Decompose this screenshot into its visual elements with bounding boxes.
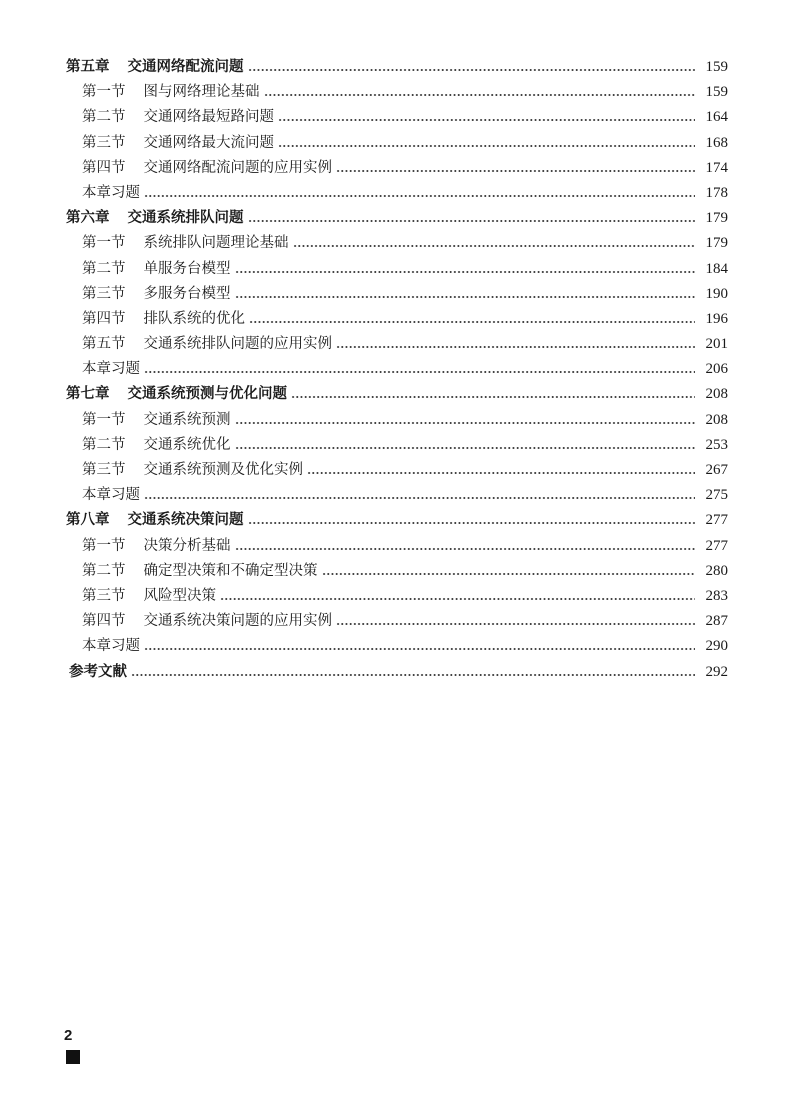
toc-entry-title: 交通系统预测及优化实例 <box>143 462 303 478</box>
toc-entry-section <box>0 282 790 307</box>
dot-leader <box>144 497 695 499</box>
toc-entry-label <box>82 357 140 382</box>
dot-leader <box>220 598 695 600</box>
toc-entry-title: 风险型决策 <box>143 587 216 604</box>
toc-entry-title: 本章习题 <box>82 361 140 378</box>
toc-entry-chapter <box>0 55 790 80</box>
toc-entry-label <box>82 483 140 508</box>
toc-entry-number: 第四节 <box>82 310 126 327</box>
toc-entry-number: 第二节 <box>82 562 126 579</box>
toc-entry-page: 184 <box>705 260 728 277</box>
toc-entry-label <box>82 408 231 433</box>
toc-entry-page: 267 <box>705 462 728 478</box>
toc-entry-title: 本章习题 <box>82 638 140 655</box>
toc-entry-section <box>0 332 790 357</box>
toc-entry-number: 第三节 <box>82 462 126 478</box>
toc-entry-number: 第一节 <box>82 411 126 428</box>
toc-entry-exercise <box>0 357 790 382</box>
toc-entry-page: 253 <box>705 436 728 453</box>
toc-entry-chapter <box>0 206 790 231</box>
dot-leader <box>131 674 695 676</box>
toc-entry-page: 283 <box>705 587 728 604</box>
toc-entry-section <box>0 231 790 256</box>
toc-entry-label <box>82 156 332 181</box>
dot-leader <box>248 220 696 222</box>
toc-entry-label <box>82 609 332 634</box>
toc-entry-label <box>82 634 140 659</box>
toc-entry-section <box>0 433 790 458</box>
toc-entry-title: 交通系统决策问题的应用实例 <box>143 613 332 630</box>
toc-entry-label <box>69 660 127 685</box>
toc-entry-page: 208 <box>705 386 728 403</box>
dot-leader <box>248 522 696 524</box>
toc-entry-title: 交通系统排队问题 <box>127 210 244 227</box>
dot-leader <box>293 245 696 247</box>
page-number: 2 <box>64 1027 73 1044</box>
toc-entry-ref <box>0 660 790 685</box>
toc-entry-title: 交通网络配流问题的应用实例 <box>143 159 332 176</box>
toc-entry-title: 交通系统预测 <box>143 411 231 428</box>
toc-entry-number: 第六章 <box>66 210 110 227</box>
toc-entry-chapter <box>0 382 790 407</box>
toc-entry-page: 159 <box>705 84 728 101</box>
toc-entry-label <box>82 584 216 609</box>
toc-entry-section <box>0 257 790 282</box>
toc-entry-label <box>66 206 244 231</box>
toc-entry-section <box>0 584 790 609</box>
toc-entry-title: 交通系统优化 <box>143 436 231 453</box>
toc-entry-section <box>0 105 790 130</box>
toc-entry-title: 决策分析基础 <box>143 537 231 554</box>
toc-entry-number: 第五节 <box>82 336 126 353</box>
toc-entry-page: 280 <box>705 562 728 579</box>
toc-entry-title: 本章习题 <box>82 487 140 504</box>
toc-entry-page: 179 <box>705 235 728 252</box>
dot-leader <box>235 296 696 298</box>
toc-entry-page: 287 <box>705 613 728 630</box>
toc-entry-title: 排队系统的优化 <box>143 310 245 327</box>
page-marker-square <box>66 1050 80 1064</box>
dot-leader <box>322 573 696 575</box>
toc-entry-page: 277 <box>705 537 728 554</box>
toc-entry-section <box>0 156 790 181</box>
toc-entry-title: 单服务台模型 <box>143 260 231 277</box>
toc-entry-title: 多服务台模型 <box>143 285 231 302</box>
toc-entry-number: 第三节 <box>82 285 126 302</box>
toc-entry-section <box>0 408 790 433</box>
toc-entry-number: 第七章 <box>66 386 110 403</box>
toc-entry-title: 参考文献 <box>69 663 127 680</box>
toc-entry-title: 系统排队问题理论基础 <box>143 235 289 252</box>
toc-entry-page: 168 <box>705 134 728 151</box>
toc-entry-label <box>82 105 274 130</box>
dot-leader <box>144 371 695 373</box>
toc-entry-page: 190 <box>705 285 728 302</box>
toc-entry-section <box>0 307 790 332</box>
toc-entry-section <box>0 131 790 156</box>
toc-entry-page: 208 <box>705 411 728 428</box>
dot-leader <box>235 447 696 449</box>
toc-entry-label <box>82 559 318 584</box>
toc-entry-label <box>66 55 244 80</box>
toc-entry-title: 本章习题 <box>82 184 140 201</box>
toc-entry-exercise <box>0 483 790 508</box>
dot-leader <box>291 396 695 398</box>
toc-entry-title: 交通网络最短路问题 <box>143 109 274 126</box>
dot-leader <box>336 623 695 625</box>
toc-entry-title: 交通网络配流问题 <box>127 59 244 75</box>
toc-entry-label <box>82 307 245 332</box>
toc-entry-number: 第二节 <box>82 260 126 277</box>
table-of-contents <box>0 55 790 685</box>
toc-entry-exercise <box>0 634 790 659</box>
toc-entry-title: 图与网络理论基础 <box>143 84 260 101</box>
toc-entry-number: 第五章 <box>66 59 110 75</box>
toc-entry-page: 174 <box>705 159 728 176</box>
toc-entry-page: 179 <box>705 210 728 227</box>
toc-entry-title: 交通系统预测与优化问题 <box>127 386 287 403</box>
toc-entry-label <box>66 508 244 533</box>
toc-entry-label <box>82 433 231 458</box>
toc-entry-label <box>82 458 303 483</box>
toc-entry-page: 178 <box>705 184 728 201</box>
dot-leader <box>235 422 696 424</box>
toc-entry-section <box>0 609 790 634</box>
dot-leader <box>248 69 696 71</box>
toc-entry-label <box>82 282 231 307</box>
dot-leader <box>336 346 695 348</box>
toc-entry-page: 292 <box>705 663 728 680</box>
dot-leader <box>235 548 696 550</box>
toc-entry-label <box>82 534 231 559</box>
toc-entry-title: 交通系统排队问题的应用实例 <box>143 336 332 353</box>
toc-entry-page: 277 <box>705 512 728 529</box>
toc-entry-number: 第一节 <box>82 235 126 252</box>
toc-entry-number: 第二节 <box>82 436 126 453</box>
toc-entry-label <box>66 382 287 407</box>
toc-entry-page: 290 <box>705 638 728 655</box>
toc-entry-exercise <box>0 181 790 206</box>
toc-entry-section <box>0 559 790 584</box>
toc-entry-title: 交通网络最大流问题 <box>143 134 274 151</box>
toc-entry-title: 交通系统决策问题 <box>127 512 244 529</box>
toc-entry-title: 确定型决策和不确定型决策 <box>143 562 318 579</box>
toc-entry-number: 第八章 <box>66 512 110 529</box>
dot-leader <box>264 94 696 96</box>
toc-entry-chapter <box>0 508 790 533</box>
toc-entry-number: 第四节 <box>82 159 126 176</box>
toc-entry-label <box>82 181 140 206</box>
toc-entry-label <box>82 131 274 156</box>
dot-leader <box>307 472 695 474</box>
toc-entry-number: 第三节 <box>82 134 126 151</box>
toc-entry-number: 第三节 <box>82 587 126 604</box>
dot-leader <box>235 271 696 273</box>
toc-entry-section <box>0 534 790 559</box>
toc-entry-page: 196 <box>705 310 728 327</box>
toc-entry-label <box>82 231 289 256</box>
dot-leader <box>278 119 695 121</box>
toc-entry-number: 第一节 <box>82 537 126 554</box>
dot-leader <box>249 321 695 323</box>
dot-leader <box>144 195 695 197</box>
toc-entry-page: 275 <box>705 487 728 504</box>
toc-entry-label <box>82 332 332 357</box>
toc-entry-page: 164 <box>705 109 728 126</box>
toc-entry-section <box>0 458 790 483</box>
toc-entry-page: 201 <box>705 336 728 353</box>
toc-entry-number: 第四节 <box>82 613 126 630</box>
toc-entry-label <box>82 80 260 105</box>
toc-entry-page: 206 <box>705 361 728 378</box>
dot-leader <box>144 648 695 650</box>
toc-entry-number: 第一节 <box>82 84 126 101</box>
toc-entry-section <box>0 80 790 105</box>
toc-entry-label <box>82 257 231 282</box>
toc-entry-page: 159 <box>705 59 728 75</box>
dot-leader <box>336 170 695 172</box>
dot-leader <box>278 145 695 147</box>
toc-entry-number: 第二节 <box>82 109 126 126</box>
